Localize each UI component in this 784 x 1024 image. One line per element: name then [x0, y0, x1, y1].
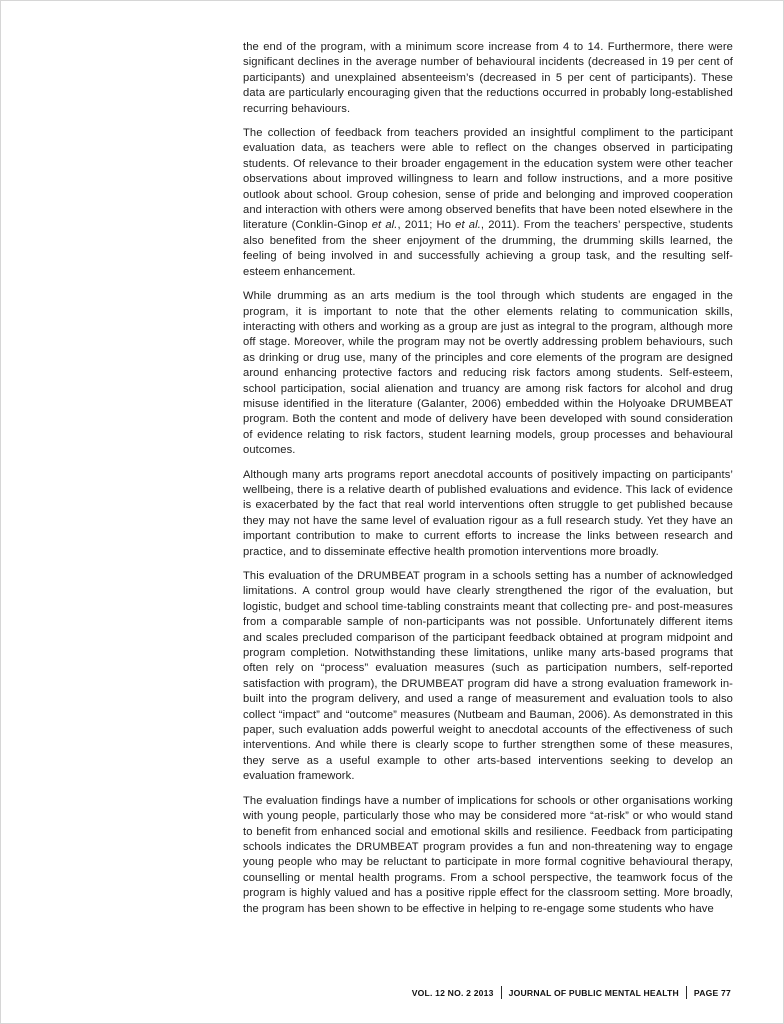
- text-run: , 2011). From the teachers’ perspective, students also benefited from the sheer enjoyment of the drumming, the drumming skills learned, the feeling of being involved in and successfully achieving a group task, and the resulting self-esteem enhancement.: [243, 219, 734, 278]
- text-run: et al.: [455, 219, 481, 232]
- text-run: , 2011; Ho: [397, 219, 456, 232]
- paragraph: [243, 794, 733, 917]
- paragraph: [243, 40, 733, 117]
- paragraph: [243, 126, 733, 280]
- footer-page-number: PAGE 77: [693, 987, 731, 998]
- paragraph: [243, 569, 733, 785]
- text-run: The evaluation findings have a number of implications for schools or other organisations working with young people, particularly those who may be considered more “at-risk” or who would stand to benefit from enhanced social and emotional skills and resilience. Feedback from participating schools indicates the DRUMBEAT program provides a fun and non-threatening way to engage young people who may be reluctant to participate in more formal cognitive behavioural therapy, counselling or mental health programs. From a school perspective, the teamwork focus of the program is highly valued and has a positive ripple effect for the classroom setting. More broadly, the program has been shown to be effective in helping to re-engage some students who have: [243, 794, 733, 915]
- text-run: the end of the program, with a minimum score increase from 4 to 14. Furthermore, there were significant declines in the average number of behavioural incidents (decreased in 19 per cent of participants) and unexplained absenteeism’s (decreased in 5 per cent of participants). These data are particularly encouraging given that the reductions occurred in probably long-established recurring behaviours.: [243, 41, 733, 115]
- paragraph: [243, 468, 733, 560]
- text-run: This evaluation of the DRUMBEAT program in a schools setting has a number of acknowledged limitations. A control group would have clearly strengthened the rigor of the evaluation, but logistic, budget and school time-tabling constraints meant that collecting pre- and post-measures from a comparable sample of non-participants was not possible. Unfortunately different items and scales precluded comparison of the participant feedback obtained at program midpoint and program completion. Notwithstanding these limitations, unlike many arts-based programs that often rely on “process” evaluation measures (such as participation numbers, self-reported satisfaction with program), the DRUMBEAT program did have a strong evaluation framework in-built into the program delivery, and used a range of measurement and evaluation tools to also collect “impact” and “outcome” measures (Nutbeam and Bauman, 2006). As demonstrated in this paper, such evaluation adds powerful weight to anecdotal accounts of the effectiveness of such interventions. And while there is clearly scope to further strengthen some of these measures, they serve as a useful example to other arts-based interventions seeking to develop an evaluation framework.: [243, 570, 733, 783]
- footer-journal: JOURNAL OF PUBLIC MENTAL HEALTH: [508, 987, 679, 998]
- paragraph: [243, 289, 733, 458]
- text-run: et al.: [371, 219, 398, 232]
- text-run: While drumming as an arts medium is the tool through which students are engaged in the program, it is important to note that the other elements relating to communication skills, interacting with others and working as a group are just as integral to the program, although more off stage. Moreover, while the program may not be overtly addressing problem behaviours, such as drinking or drug use, many of the principles and core elements of the program are designed around enhancing protective factors and reducing risk factors among students. Self-esteem, school participation, social alienation and truancy are among risk factors for alcohol and drug misuse identified in the literature (Galanter, 2006) embedded within the Holyoake DRUMBEAT program. Both the content and mode of delivery have been developed with sound consideration of evidence relating to risk factors, student learning models, group processes and behavioural outcomes.: [243, 290, 733, 457]
- footer-volume: VOL. 12 NO. 2 2013: [411, 987, 494, 998]
- text-run: The collection of feedback from teachers provided an insightful compliment to the participant evaluation data, as teachers were able to reflect on the changes observed in participating students. Of relevance to their broader engagement in the education system were other teacher observations about improved willingness to learn and follow instructions, and a more positive outlook about school. Group cohesion, sense of pride and belonging and improved cooperation and interaction with others were among observed benefits that have been noted elsewhere in the literature (Conklin-Ginop: [243, 127, 733, 232]
- article-body: [243, 40, 733, 926]
- page-footer: [412, 986, 731, 999]
- text-run: Although many arts programs report anecdotal accounts of positively impacting on participants’ wellbeing, there is a relative dearth of published evaluations and evidence. This lack of evidence is exacerbated by the fact that real world interventions often struggle to get published because they may not have the same level of evaluation rigour as a full research study. Yet they have an important contribution to make to current efforts to increase the links between research and practice, and to disseminate effective health promotion interventions more broadly.: [243, 468, 733, 558]
